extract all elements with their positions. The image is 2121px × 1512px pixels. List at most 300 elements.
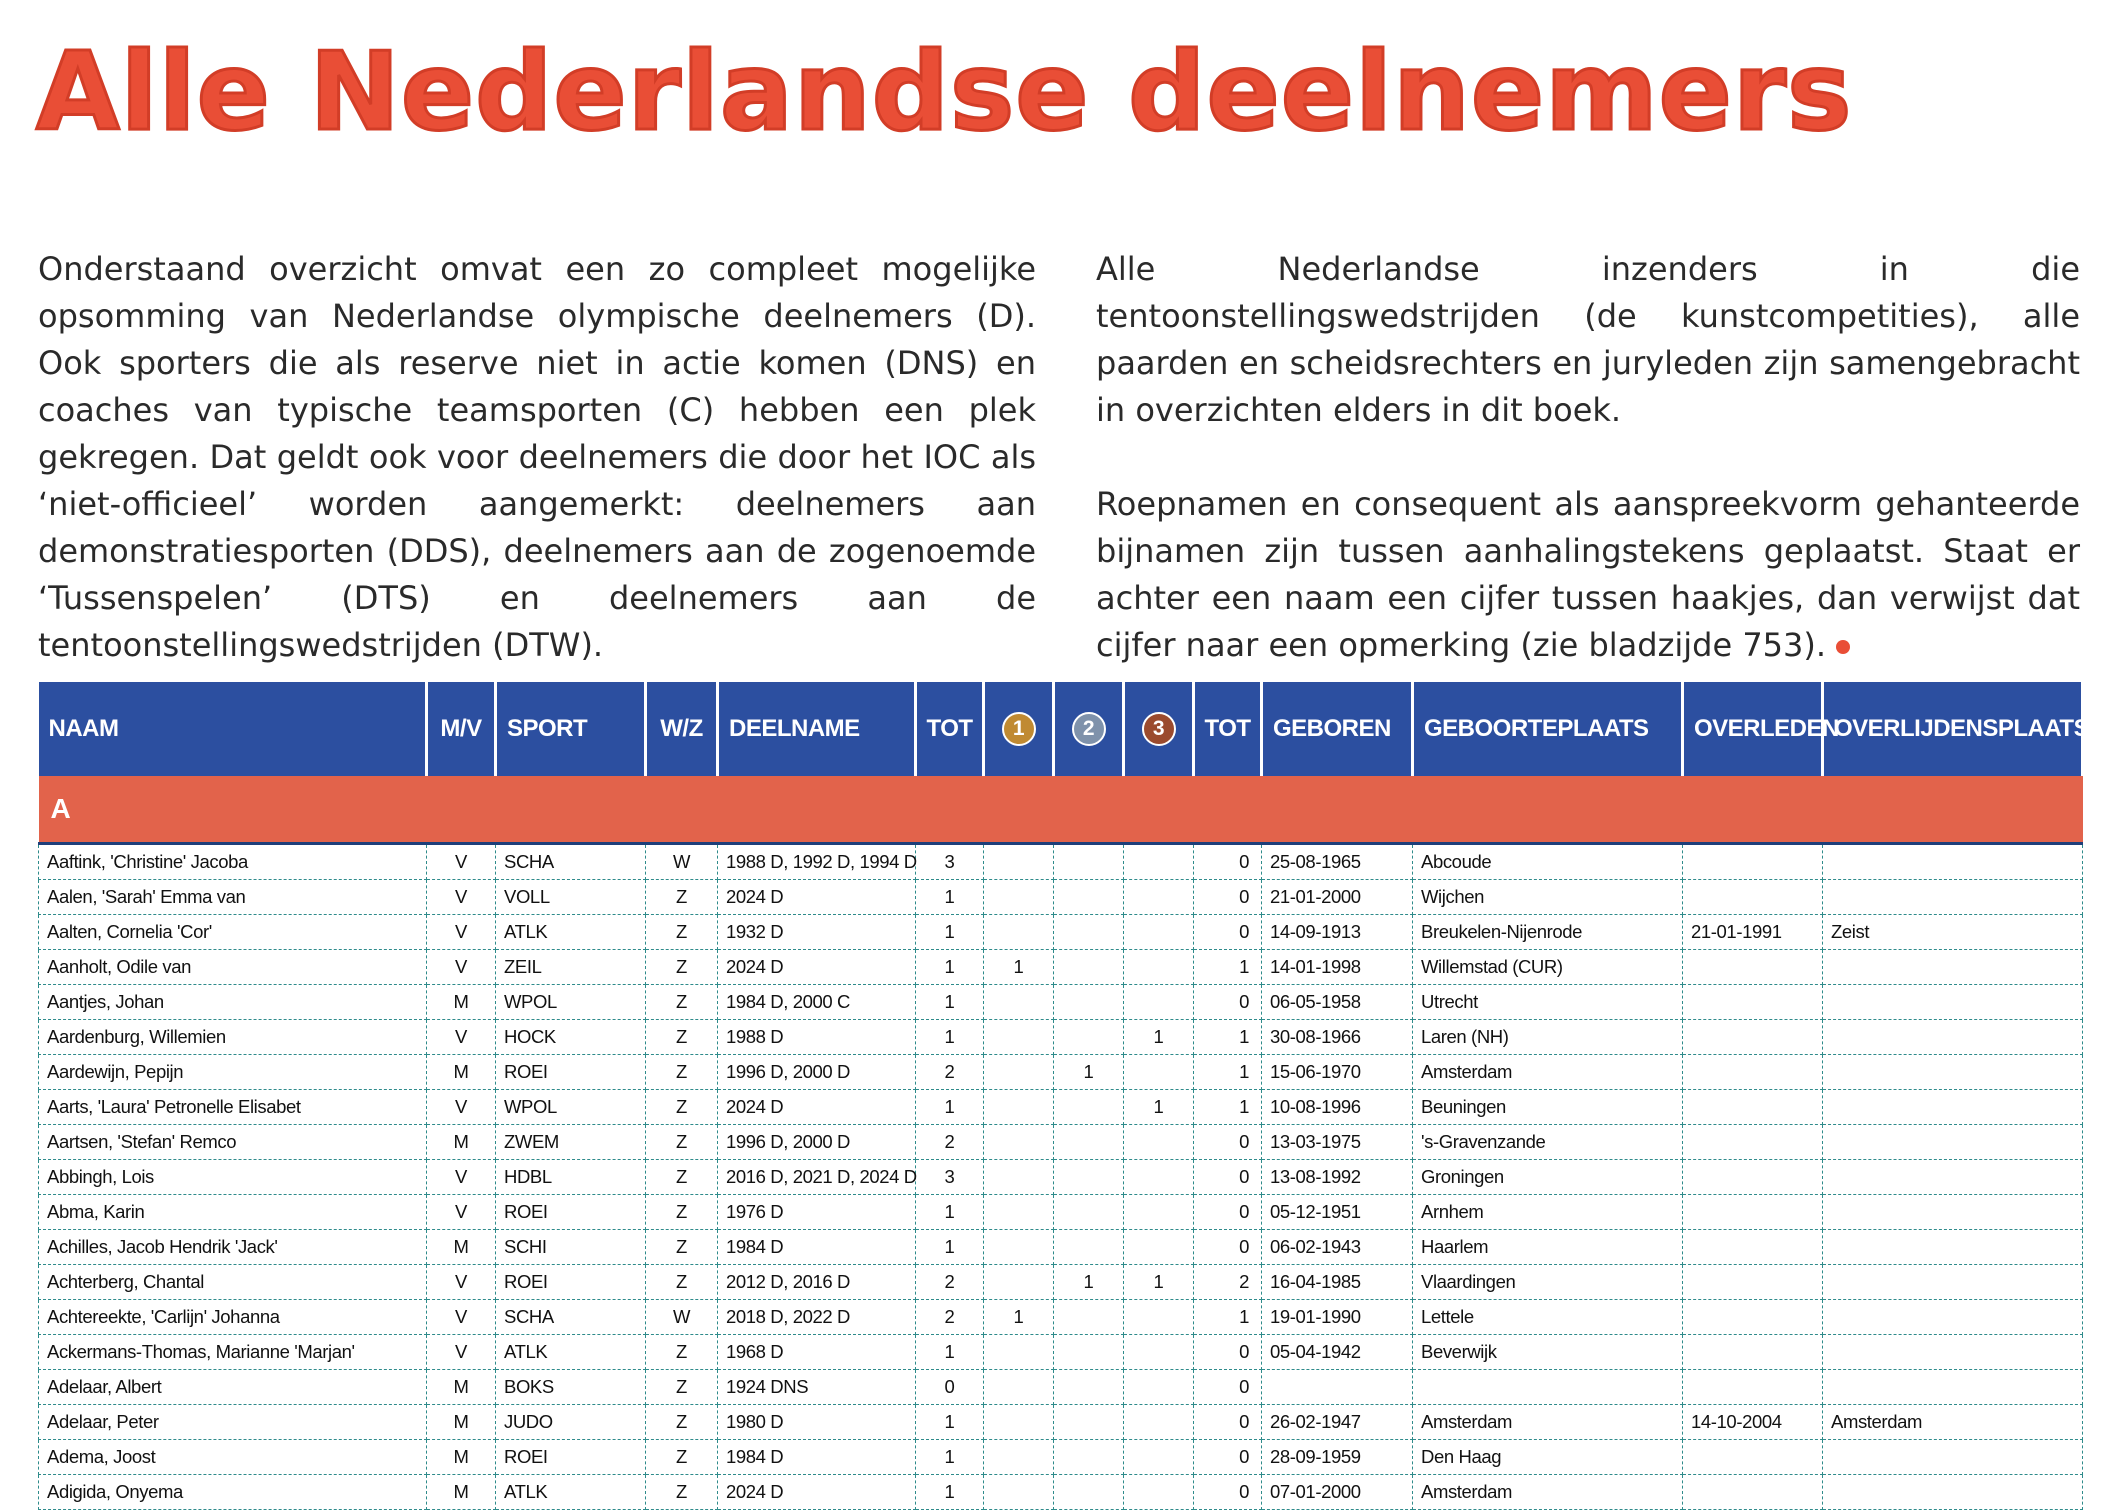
table-row <box>39 985 2083 1020</box>
cell-overleden <box>1683 1475 1823 1510</box>
table-row <box>39 1230 2083 1265</box>
cell-geboorteplaats <box>1413 1370 1683 1405</box>
cell-gold <box>984 1405 1054 1440</box>
cell-geboren: 06-02-1943 <box>1262 1230 1413 1265</box>
cell-mv: V <box>427 1265 496 1300</box>
cell-silver: 1 <box>1054 1265 1124 1300</box>
cell-mv: M <box>427 1405 496 1440</box>
cell-deelname: 1984 D <box>718 1230 916 1265</box>
cell-geboren: 13-03-1975 <box>1262 1125 1413 1160</box>
cell-tot-participations: 3 <box>916 1160 984 1195</box>
cell-silver: 1 <box>1054 1055 1124 1090</box>
cell-wz: Z <box>646 1090 718 1125</box>
cell-overlijdensplaats <box>1823 1160 2083 1195</box>
cell-naam: Achtereekte, 'Carlijn' Johanna <box>39 1300 427 1335</box>
cell-silver <box>1054 985 1124 1020</box>
header-deelname: DEELNAME <box>718 682 916 776</box>
cell-naam: Achilles, Jacob Hendrik 'Jack' <box>39 1230 427 1265</box>
cell-tot-medals: 2 <box>1194 1265 1262 1300</box>
cell-geboren: 10-08-1996 <box>1262 1090 1413 1125</box>
cell-geboren: 13-08-1992 <box>1262 1160 1413 1195</box>
cell-naam: Aaftink, 'Christine' Jacoba <box>39 844 427 880</box>
cell-naam: Aarts, 'Laura' Petronelle Elisabet <box>39 1090 427 1125</box>
table-row <box>39 915 2083 950</box>
cell-wz: Z <box>646 1195 718 1230</box>
cell-gold <box>984 1440 1054 1475</box>
cell-tot-medals: 0 <box>1194 1370 1262 1405</box>
cell-sport: ZEIL <box>496 950 646 985</box>
cell-mv: V <box>427 1195 496 1230</box>
cell-mv: V <box>427 1160 496 1195</box>
cell-overleden: 14-10-2004 <box>1683 1405 1823 1440</box>
cell-wz: W <box>646 1300 718 1335</box>
intro-left-column <box>38 246 1036 669</box>
cell-deelname: 1968 D <box>718 1335 916 1370</box>
cell-silver <box>1054 1125 1124 1160</box>
cell-overlijdensplaats <box>1823 1370 2083 1405</box>
cell-naam: Aanholt, Odile van <box>39 950 427 985</box>
cell-deelname: 2016 D, 2021 D, 2024 D <box>718 1160 916 1195</box>
cell-geboorteplaats: Willemstad (CUR) <box>1413 950 1683 985</box>
cell-silver <box>1054 1440 1124 1475</box>
cell-wz: Z <box>646 915 718 950</box>
cell-silver <box>1054 1230 1124 1265</box>
cell-bronze: 1 <box>1124 1265 1194 1300</box>
cell-overleden <box>1683 1195 1823 1230</box>
cell-deelname: 2024 D <box>718 880 916 915</box>
cell-tot-participations: 1 <box>916 1195 984 1230</box>
cell-silver <box>1054 915 1124 950</box>
cell-gold <box>984 1230 1054 1265</box>
cell-naam: Aartsen, 'Stefan' Remco <box>39 1125 427 1160</box>
cell-tot-medals: 0 <box>1194 1335 1262 1370</box>
cell-tot-participations: 2 <box>916 1125 984 1160</box>
cell-tot-participations: 3 <box>916 844 984 880</box>
cell-tot-participations: 0 <box>916 1370 984 1405</box>
cell-geboorteplaats: Abcoude <box>1413 844 1683 880</box>
cell-silver <box>1054 1475 1124 1510</box>
cell-gold <box>984 1125 1054 1160</box>
cell-bronze <box>1124 1300 1194 1335</box>
cell-gold: 1 <box>984 950 1054 985</box>
cell-gold <box>984 1195 1054 1230</box>
cell-mv: M <box>427 1475 496 1510</box>
cell-sport: WPOL <box>496 1090 646 1125</box>
cell-gold <box>984 1090 1054 1125</box>
header-silver <box>1054 682 1124 776</box>
table-row <box>39 1440 2083 1475</box>
cell-naam: Ackermans-Thomas, Marianne 'Marjan' <box>39 1335 427 1370</box>
cell-naam: Aantjes, Johan <box>39 985 427 1020</box>
cell-bronze <box>1124 1335 1194 1370</box>
cell-wz: Z <box>646 1020 718 1055</box>
cell-bronze <box>1124 1370 1194 1405</box>
cell-silver <box>1054 1370 1124 1405</box>
cell-mv: V <box>427 950 496 985</box>
cell-overleden <box>1683 1160 1823 1195</box>
cell-geboren: 26-02-1947 <box>1262 1405 1413 1440</box>
cell-geboren: 19-01-1990 <box>1262 1300 1413 1335</box>
header-tot-medals: TOT <box>1194 682 1262 776</box>
cell-overlijdensplaats <box>1823 985 2083 1020</box>
cell-tot-medals: 1 <box>1194 950 1262 985</box>
cell-geboorteplaats: Arnhem <box>1413 1195 1683 1230</box>
cell-tot-medals: 0 <box>1194 1475 1262 1510</box>
cell-geboren <box>1262 1370 1413 1405</box>
cell-silver <box>1054 1335 1124 1370</box>
members-table-wrapper <box>38 682 2090 1512</box>
cell-tot-participations: 1 <box>916 1335 984 1370</box>
intro-paragraph-2-text: Roepnamen en consequent als aanspreekvorm gehanteerde bijnamen zijn tussen aanhalingstekens geplaatst. Staat er achter een naam een cijfer tussen haakjes, dan verwijst dat cijfer naar een opmerking (zie bladzijde 753). <box>1096 485 2080 664</box>
cell-bronze <box>1124 1475 1194 1510</box>
cell-deelname: 2024 D <box>718 1475 916 1510</box>
cell-geboorteplaats: Haarlem <box>1413 1230 1683 1265</box>
cell-mv: M <box>427 985 496 1020</box>
cell-geboorteplaats: Den Haag <box>1413 1440 1683 1475</box>
table-row <box>39 844 2083 880</box>
cell-naam: Achterberg, Chantal <box>39 1265 427 1300</box>
cell-deelname: 1980 D <box>718 1405 916 1440</box>
cell-overlijdensplaats <box>1823 1230 2083 1265</box>
cell-geboren: 14-09-1913 <box>1262 915 1413 950</box>
table-row <box>39 1265 2083 1300</box>
cell-sport: ATLK <box>496 1335 646 1370</box>
cell-tot-medals: 1 <box>1194 1055 1262 1090</box>
cell-naam: Adelaar, Peter <box>39 1405 427 1440</box>
cell-deelname: 1924 DNS <box>718 1370 916 1405</box>
header-overleden: OVERLEDEN <box>1683 682 1823 776</box>
cell-tot-medals: 0 <box>1194 1230 1262 1265</box>
cell-tot-participations: 1 <box>916 1020 984 1055</box>
cell-deelname: 2024 D <box>718 950 916 985</box>
cell-mv: M <box>427 1055 496 1090</box>
cell-overleden <box>1683 1230 1823 1265</box>
cell-bronze: 1 <box>1124 1020 1194 1055</box>
cell-sport: ATLK <box>496 1475 646 1510</box>
cell-tot-medals: 0 <box>1194 1405 1262 1440</box>
cell-overleden <box>1683 844 1823 880</box>
table-row <box>39 1300 2083 1335</box>
cell-gold <box>984 1370 1054 1405</box>
cell-tot-medals: 0 <box>1194 1440 1262 1475</box>
table-row <box>39 1335 2083 1370</box>
cell-overlijdensplaats <box>1823 950 2083 985</box>
cell-geboorteplaats: Amsterdam <box>1413 1055 1683 1090</box>
cell-geboorteplaats: Vlaardingen <box>1413 1265 1683 1300</box>
cell-wz: Z <box>646 1440 718 1475</box>
header-mv: M/V <box>427 682 496 776</box>
cell-overlijdensplaats <box>1823 1300 2083 1335</box>
header-geboorteplaats: GEBOORTEPLAATS <box>1413 682 1683 776</box>
cell-bronze <box>1124 1125 1194 1160</box>
cell-gold <box>984 1160 1054 1195</box>
cell-geboren: 30-08-1966 <box>1262 1020 1413 1055</box>
cell-geboren: 06-05-1958 <box>1262 985 1413 1020</box>
cell-wz: Z <box>646 950 718 985</box>
cell-geboorteplaats: Lettele <box>1413 1300 1683 1335</box>
gold-medal-icon: 1 <box>1002 712 1036 746</box>
cell-silver <box>1054 844 1124 880</box>
table-row <box>39 1195 2083 1230</box>
cell-mv: V <box>427 844 496 880</box>
cell-overlijdensplaats <box>1823 1335 2083 1370</box>
cell-geboren: 25-08-1965 <box>1262 844 1413 880</box>
cell-bronze <box>1124 844 1194 880</box>
cell-overlijdensplaats <box>1823 1020 2083 1055</box>
cell-overleden <box>1683 1055 1823 1090</box>
header-wz: W/Z <box>646 682 718 776</box>
cell-geboorteplaats: Wijchen <box>1413 880 1683 915</box>
cell-naam: Aardenburg, Willemien <box>39 1020 427 1055</box>
intro-paragraph-2 <box>1096 481 2080 669</box>
cell-wz: Z <box>646 1160 718 1195</box>
cell-sport: ATLK <box>496 915 646 950</box>
table-row <box>39 1370 2083 1405</box>
cell-silver <box>1054 880 1124 915</box>
intro-paragraph-1: Alle Nederlandse inzenders in die tentoonstellingswedstrijden (de kunstcompetities), alle paarden en scheidsrechters en juryleden zijn samengebracht in overzichten elders in dit boek. <box>1096 250 2080 429</box>
cell-silver <box>1054 1300 1124 1335</box>
cell-naam: Adema, Joost <box>39 1440 427 1475</box>
end-dot-icon <box>1836 640 1850 654</box>
cell-overlijdensplaats: Zeist <box>1823 915 2083 950</box>
cell-sport: ROEI <box>496 1440 646 1475</box>
cell-overlijdensplaats <box>1823 1440 2083 1475</box>
cell-tot-participations: 1 <box>916 1440 984 1475</box>
cell-overleden <box>1683 1125 1823 1160</box>
cell-tot-medals: 0 <box>1194 1125 1262 1160</box>
table-row <box>39 1475 2083 1510</box>
cell-naam: Adigida, Onyema <box>39 1475 427 1510</box>
cell-wz: Z <box>646 1405 718 1440</box>
cell-mv: V <box>427 1300 496 1335</box>
cell-bronze <box>1124 1405 1194 1440</box>
cell-tot-participations: 2 <box>916 1265 984 1300</box>
cell-tot-participations: 2 <box>916 1055 984 1090</box>
cell-bronze <box>1124 1440 1194 1475</box>
cell-deelname: 2024 D <box>718 1090 916 1125</box>
cell-naam: Adelaar, Albert <box>39 1370 427 1405</box>
silver-medal-icon: 2 <box>1072 712 1106 746</box>
cell-wz: Z <box>646 1265 718 1300</box>
table-header-row <box>39 682 2083 776</box>
cell-mv: V <box>427 880 496 915</box>
cell-tot-participations: 1 <box>916 985 984 1020</box>
cell-overlijdensplaats <box>1823 1475 2083 1510</box>
cell-deelname: 1988 D, 1992 D, 1994 D <box>718 844 916 880</box>
cell-overlijdensplaats <box>1823 1090 2083 1125</box>
cell-geboorteplaats: Amsterdam <box>1413 1405 1683 1440</box>
cell-sport: JUDO <box>496 1405 646 1440</box>
cell-geboorteplaats: Amsterdam <box>1413 1475 1683 1510</box>
cell-overlijdensplaats <box>1823 1055 2083 1090</box>
members-table <box>38 682 2090 1510</box>
table-row <box>39 1090 2083 1125</box>
cell-tot-participations: 1 <box>916 950 984 985</box>
cell-gold <box>984 1335 1054 1370</box>
cell-tot-medals: 1 <box>1194 1020 1262 1055</box>
cell-bronze <box>1124 1230 1194 1265</box>
cell-bronze <box>1124 950 1194 985</box>
cell-sport: ROEI <box>496 1265 646 1300</box>
cell-deelname: 1988 D <box>718 1020 916 1055</box>
cell-deelname: 1984 D, 2000 C <box>718 985 916 1020</box>
cell-sport: ROEI <box>496 1055 646 1090</box>
cell-mv: M <box>427 1440 496 1475</box>
bronze-medal-icon: 3 <box>1142 712 1176 746</box>
cell-overlijdensplaats <box>1823 1195 2083 1230</box>
cell-deelname: 2018 D, 2022 D <box>718 1300 916 1335</box>
table-row <box>39 1020 2083 1055</box>
cell-bronze: 1 <box>1124 1090 1194 1125</box>
table-row <box>39 1125 2083 1160</box>
cell-gold <box>984 915 1054 950</box>
cell-deelname: 1984 D <box>718 1440 916 1475</box>
cell-overleden <box>1683 1335 1823 1370</box>
cell-sport: WPOL <box>496 985 646 1020</box>
cell-geboren: 16-04-1985 <box>1262 1265 1413 1300</box>
cell-tot-medals: 0 <box>1194 915 1262 950</box>
header-overlijdensplaats: OVERLIJDENSPLAATS <box>1823 682 2083 776</box>
cell-overleden <box>1683 880 1823 915</box>
cell-tot-participations: 1 <box>916 1230 984 1265</box>
table-row <box>39 1055 2083 1090</box>
intro-paragraph: Onderstaand overzicht omvat een zo compleet mogelijke opsomming van Nederlandse olympische deelnemers (D). Ook sporters die als reserve niet in actie komen (DNS) en coaches van typische teamsporten (C) hebben een plek gekregen. Dat geldt ook voor deelnemers die door het IOC als ‘niet-officieel’ worden aangemerkt: deelnemers aan demonstratiesporten (DDS), deelnemers aan de zogenoemde ‘Tussenspelen’ (DTS) en deelnemers aan de tentoonstellingswedstrijden (DTW). <box>38 250 1036 664</box>
cell-overleden <box>1683 950 1823 985</box>
cell-overleden: 21-01-1991 <box>1683 915 1823 950</box>
cell-tot-medals: 0 <box>1194 1195 1262 1230</box>
cell-tot-participations: 1 <box>916 1405 984 1440</box>
cell-bronze <box>1124 915 1194 950</box>
cell-silver <box>1054 1090 1124 1125</box>
cell-geboorteplaats: 's-Gravenzande <box>1413 1125 1683 1160</box>
section-letter-row <box>39 776 2083 844</box>
cell-tot-medals: 0 <box>1194 880 1262 915</box>
cell-deelname: 1996 D, 2000 D <box>718 1125 916 1160</box>
cell-geboorteplaats: Laren (NH) <box>1413 1020 1683 1055</box>
cell-gold <box>984 1055 1054 1090</box>
cell-wz: Z <box>646 1370 718 1405</box>
cell-sport: SCHA <box>496 1300 646 1335</box>
header-tot-participations: TOT <box>916 682 984 776</box>
cell-gold <box>984 880 1054 915</box>
cell-sport: HDBL <box>496 1160 646 1195</box>
cell-wz: Z <box>646 985 718 1020</box>
cell-sport: ZWEM <box>496 1125 646 1160</box>
cell-mv: M <box>427 1230 496 1265</box>
cell-tot-participations: 1 <box>916 1475 984 1510</box>
header-naam: NAAM <box>39 682 427 776</box>
table-row <box>39 950 2083 985</box>
cell-bronze <box>1124 1195 1194 1230</box>
cell-tot-participations: 1 <box>916 915 984 950</box>
intro-right-column <box>1096 246 2080 669</box>
cell-overlijdensplaats <box>1823 880 2083 915</box>
cell-overleden <box>1683 985 1823 1020</box>
cell-naam: Aalen, 'Sarah' Emma van <box>39 880 427 915</box>
cell-silver <box>1054 1405 1124 1440</box>
table-row <box>39 1160 2083 1195</box>
cell-mv: V <box>427 1020 496 1055</box>
cell-sport: VOLL <box>496 880 646 915</box>
cell-wz: Z <box>646 1475 718 1510</box>
cell-tot-medals: 1 <box>1194 1300 1262 1335</box>
cell-overlijdensplaats <box>1823 1125 2083 1160</box>
cell-gold <box>984 1265 1054 1300</box>
cell-wz: Z <box>646 1055 718 1090</box>
cell-mv: M <box>427 1125 496 1160</box>
cell-tot-participations: 2 <box>916 1300 984 1335</box>
cell-overleden <box>1683 1300 1823 1335</box>
cell-silver <box>1054 1020 1124 1055</box>
cell-naam: Abbingh, Lois <box>39 1160 427 1195</box>
cell-naam: Aardewijn, Pepijn <box>39 1055 427 1090</box>
cell-wz: W <box>646 844 718 880</box>
table-row <box>39 1405 2083 1440</box>
cell-sport: SCHI <box>496 1230 646 1265</box>
cell-tot-medals: 0 <box>1194 844 1262 880</box>
cell-overleden <box>1683 1090 1823 1125</box>
cell-overlijdensplaats: Amsterdam <box>1823 1405 2083 1440</box>
cell-deelname: 2012 D, 2016 D <box>718 1265 916 1300</box>
cell-tot-participations: 1 <box>916 1090 984 1125</box>
cell-overleden <box>1683 1020 1823 1055</box>
cell-geboorteplaats: Beuningen <box>1413 1090 1683 1125</box>
cell-sport: SCHA <box>496 844 646 880</box>
cell-bronze <box>1124 1160 1194 1195</box>
header-sport: SPORT <box>496 682 646 776</box>
cell-geboren: 05-12-1951 <box>1262 1195 1413 1230</box>
cell-deelname: 1932 D <box>718 915 916 950</box>
cell-tot-medals: 1 <box>1194 1090 1262 1125</box>
cell-gold <box>984 844 1054 880</box>
cell-geboren: 14-01-1998 <box>1262 950 1413 985</box>
cell-overleden <box>1683 1370 1823 1405</box>
cell-geboren: 07-01-2000 <box>1262 1475 1413 1510</box>
cell-naam: Abma, Karin <box>39 1195 427 1230</box>
cell-mv: V <box>427 1090 496 1125</box>
cell-geboorteplaats: Groningen <box>1413 1160 1683 1195</box>
cell-gold <box>984 1475 1054 1510</box>
cell-naam: Aalten, Cornelia 'Cor' <box>39 915 427 950</box>
cell-geboren: 05-04-1942 <box>1262 1335 1413 1370</box>
cell-geboorteplaats: Utrecht <box>1413 985 1683 1020</box>
cell-sport: ROEI <box>496 1195 646 1230</box>
cell-gold <box>984 1020 1054 1055</box>
cell-overleden <box>1683 1265 1823 1300</box>
cell-wz: Z <box>646 1230 718 1265</box>
cell-bronze <box>1124 1055 1194 1090</box>
cell-wz: Z <box>646 1335 718 1370</box>
cell-geboorteplaats: Breukelen-Nijenrode <box>1413 915 1683 950</box>
cell-sport: BOKS <box>496 1370 646 1405</box>
section-letter: A <box>39 776 2083 844</box>
cell-silver <box>1054 1195 1124 1230</box>
cell-geboren: 15-06-1970 <box>1262 1055 1413 1090</box>
cell-tot-participations: 1 <box>916 880 984 915</box>
cell-deelname: 1996 D, 2000 D <box>718 1055 916 1090</box>
table-row <box>39 880 2083 915</box>
cell-mv: V <box>427 915 496 950</box>
cell-mv: V <box>427 1335 496 1370</box>
cell-gold: 1 <box>984 1300 1054 1335</box>
cell-bronze <box>1124 985 1194 1020</box>
cell-silver <box>1054 950 1124 985</box>
cell-overlijdensplaats <box>1823 844 2083 880</box>
header-bronze <box>1124 682 1194 776</box>
cell-geboren: 28-09-1959 <box>1262 1440 1413 1475</box>
cell-mv: M <box>427 1370 496 1405</box>
cell-overlijdensplaats <box>1823 1265 2083 1300</box>
